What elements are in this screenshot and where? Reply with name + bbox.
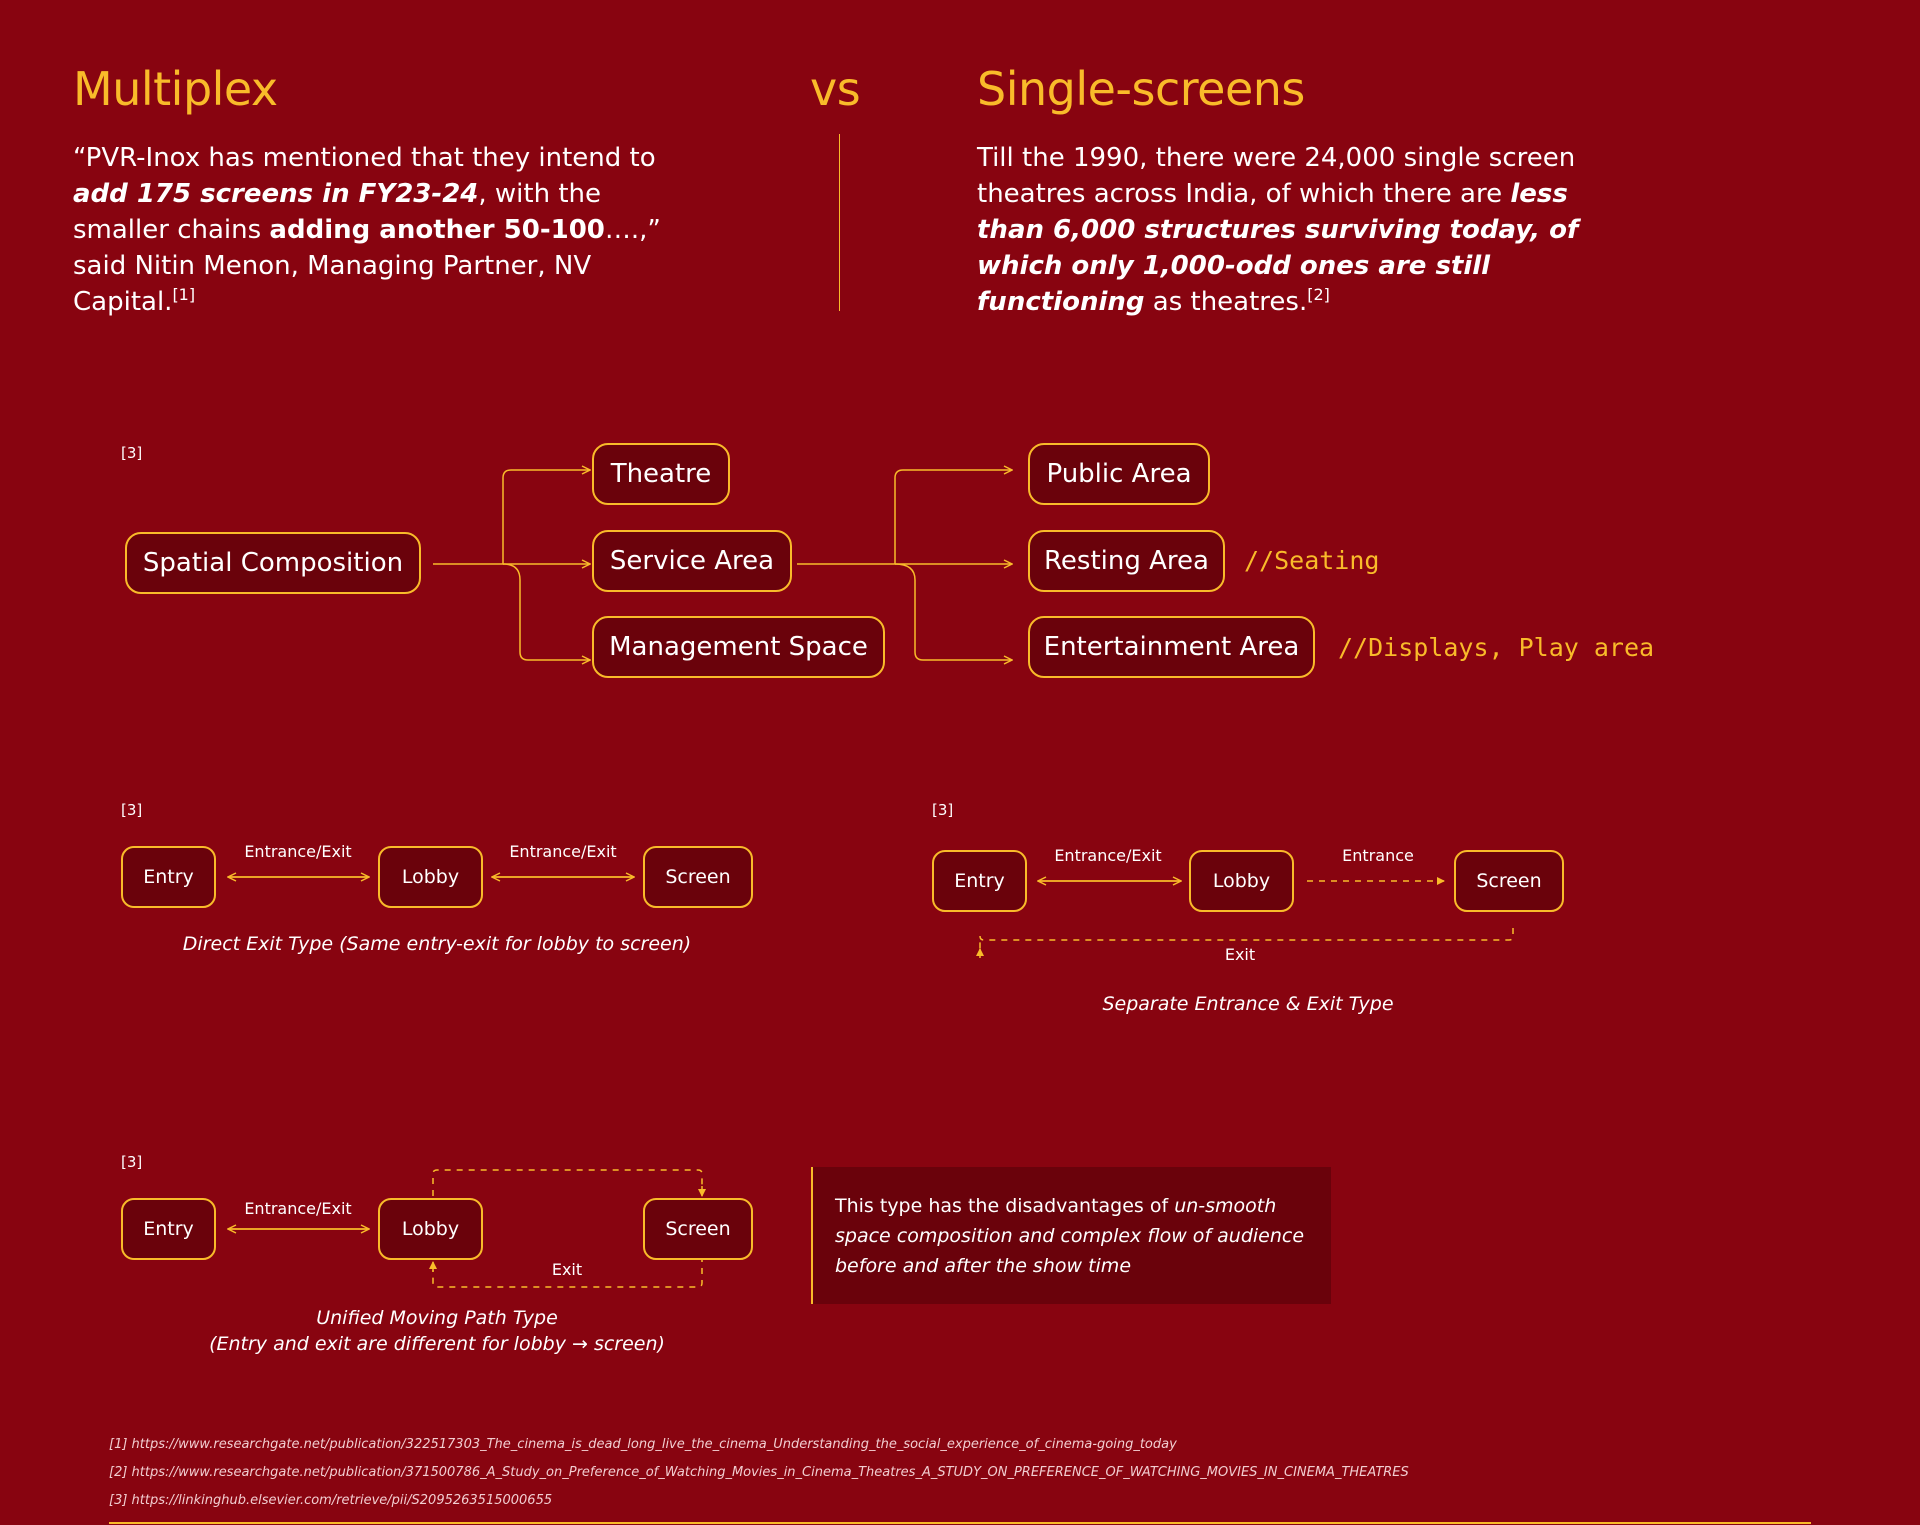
lobby-node: Lobby bbox=[378, 846, 483, 908]
management-space-node: Management Space bbox=[592, 616, 885, 678]
exit-label: Exit bbox=[1224, 945, 1256, 964]
quote-text: “PVR-Inox has mentioned that they intend to bbox=[73, 143, 656, 173]
footer-rule bbox=[109, 1522, 1811, 1524]
note-text: This type has the disadvantages of bbox=[835, 1195, 1175, 1217]
theatre-node: Theatre bbox=[592, 443, 730, 505]
direct-exit-caption: Direct Exit Type (Same entry-exit for lobby to screen) bbox=[182, 933, 692, 955]
footnote-1: [1] https://www.researchgate.net/publication/322517303_The_cinema_is_dead_long_live_the_cinema_Understanding_the_social_experience_of_cinema-going_today bbox=[109, 1437, 1177, 1452]
separate-caption: Separate Entrance & Exit Type bbox=[1102, 993, 1394, 1015]
footnote-2: [2] https://www.researchgate.net/publication/371500786_A_Study_on_Preference_of_Watching_Movies_in_Cinema_Theatres_A_STUDY_ON_PREFERENCE_OF_WATCHING_MOVIES_IN_CINEMA_THEATRES bbox=[109, 1465, 1409, 1480]
lobby-node: Lobby bbox=[1189, 850, 1294, 912]
quote-emphasis: adding another 50-100 bbox=[269, 215, 605, 245]
edge-label: Entrance bbox=[1342, 846, 1414, 865]
edge-label: Entrance/Exit bbox=[1054, 846, 1162, 865]
service-area-node: Service Area bbox=[592, 530, 792, 592]
citation-ref: [3] bbox=[121, 1153, 143, 1171]
quote-emphasis: add 175 screens in FY23-24 bbox=[73, 179, 479, 209]
spatial-composition-node: Spatial Composition bbox=[125, 532, 421, 594]
exit-label: Exit bbox=[551, 1260, 583, 1279]
public-area-node: Public Area bbox=[1028, 443, 1210, 505]
lobby-node: Lobby bbox=[378, 1198, 483, 1260]
stat-text: Till the 1990, there were 24,000 single screen theatres across India, of which there are bbox=[977, 143, 1576, 209]
citation-ref: [3] bbox=[932, 801, 954, 819]
unified-caption-detail: (Entry and exit are different for lobby → screen) bbox=[209, 1333, 665, 1355]
entry-node: Entry bbox=[121, 1198, 216, 1260]
resting-area-comment: //Seating bbox=[1244, 546, 1380, 575]
resting-area-node: Resting Area bbox=[1028, 530, 1225, 592]
unified-caption-title: Unified Moving Path Type bbox=[316, 1307, 558, 1329]
entry-node: Entry bbox=[121, 846, 216, 908]
vs-label: vs bbox=[810, 62, 861, 116]
entry-node: Entry bbox=[932, 850, 1027, 912]
screen-node: Screen bbox=[643, 1198, 753, 1260]
citation-ref: [1] bbox=[172, 285, 196, 304]
stat-text: as theatres. bbox=[1144, 287, 1308, 317]
screen-node: Screen bbox=[643, 846, 753, 908]
quote-text: , with the smaller chains bbox=[73, 179, 601, 245]
citation-ref: [3] bbox=[121, 444, 143, 462]
entertainment-area-node: Entertainment Area bbox=[1028, 616, 1315, 678]
note-emphasis: un-smooth space composition and complex flow of audience before and after the show time bbox=[835, 1195, 1305, 1277]
footnote-3: [3] https://linkinghub.elsevier.com/retrieve/pii/S2095263515000655 bbox=[109, 1493, 553, 1508]
multiplex-title: Multiplex bbox=[73, 62, 278, 116]
edge-label: Entrance/Exit bbox=[244, 1199, 352, 1218]
edge-label: Entrance/Exit bbox=[244, 842, 352, 861]
citation-ref: [2] bbox=[1307, 285, 1330, 304]
single-screens-title: Single-screens bbox=[977, 62, 1305, 116]
quote-text: ….,” said Nitin Menon, Managing Partner, NV Capital. bbox=[73, 215, 661, 317]
edge-label: Entrance/Exit bbox=[509, 842, 617, 861]
citation-ref: [3] bbox=[121, 801, 143, 819]
entertainment-area-comment: //Displays, Play area bbox=[1338, 633, 1655, 662]
stat-emphasis: less than 6,000 structures surviving today, of which only 1,000-odd ones are still functioning bbox=[977, 179, 1579, 317]
disadvantage-note bbox=[811, 1167, 1331, 1304]
screen-node: Screen bbox=[1454, 850, 1564, 912]
